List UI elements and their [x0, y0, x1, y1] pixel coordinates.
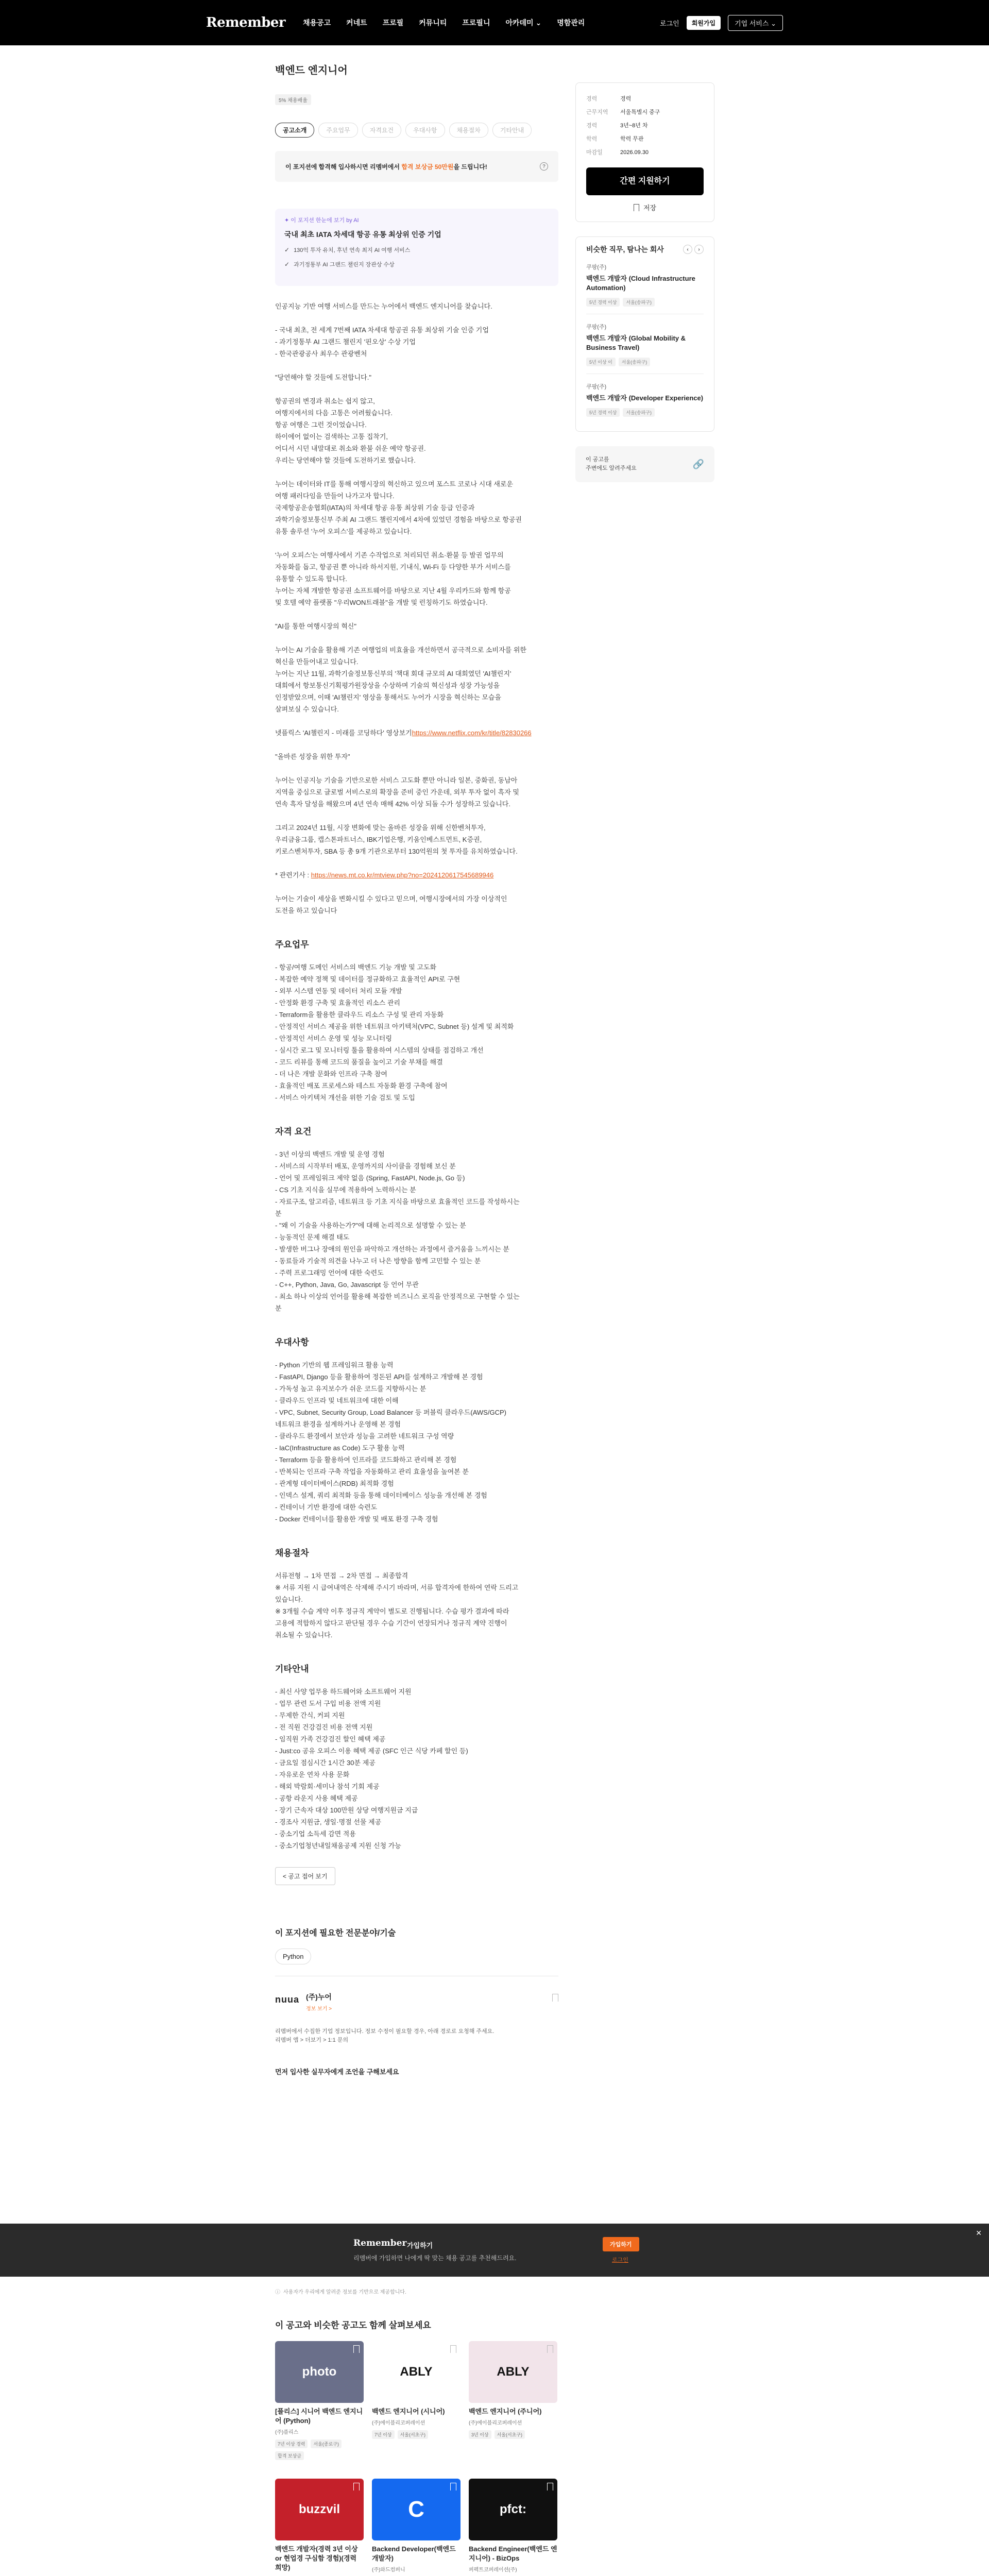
similar-job-item[interactable] [586, 314, 704, 374]
similar-jobs-header: 비슷한 직무, 탐나는 회사 ‹ › [586, 244, 704, 255]
bookmark-icon [634, 204, 639, 211]
advice-heading: 먼저 입사한 실무자에게 조언을 구해보세요 [275, 2068, 399, 2076]
tab-2[interactable]: 자격요건 [362, 123, 401, 138]
job-card-tags [469, 2430, 557, 2439]
help-icon[interactable]: ? [540, 162, 548, 171]
nav-right [660, 15, 783, 31]
text-line: - 능동적인 문제 해결 태도 [275, 1233, 350, 1241]
bookmark-icon[interactable] [353, 2483, 360, 2490]
company-card[interactable] [275, 1992, 558, 2012]
tag: 서울(송파구) [619, 358, 650, 366]
text-line: 지역을 중심으로 글로벌 서비스로의 확장을 준비 중인 가운데, 외부 투자 없이 흑자 및 [275, 788, 519, 796]
text-line: 키로스벤처투자, SBA 등 총 9개 기관으로부터 130억원의 첫 투자를 유치하였습니다. [275, 848, 518, 855]
rate-chip: 5% 채용배율 [275, 94, 311, 105]
etc-list [275, 1686, 558, 1852]
job-card-company: (주)와드컴퍼니 [372, 2567, 405, 2573]
text-line: - 중소기업 소득세 감면 적용 [275, 1830, 356, 1838]
ai-summary-tag: ✦ 이 포지션 한눈에 보기 by AI [284, 217, 359, 224]
text-line: - 중소기업청년내일채움공제 지원 신청 가능 [275, 1842, 401, 1850]
requirements-list [275, 1148, 558, 1314]
process-heading: 채용절차 [275, 1548, 309, 1558]
job-card-title: [플리스] 시니어 백엔드 엔지니어 (Python) [275, 2408, 363, 2425]
notice: ⓘ 사용자가 우리에게 알려준 정보를 기반으로 제공합니다. [275, 2287, 558, 2295]
text-line [275, 810, 558, 822]
tab-0[interactable]: 공고소개 [275, 123, 314, 138]
similar-job-company: 쿠팡(주) [586, 264, 607, 270]
text-line: - 한국관광공사 최우수 관광벤처 [275, 350, 367, 358]
job-tabs [275, 123, 558, 138]
info-row [586, 92, 704, 106]
text-line [275, 739, 558, 751]
job-card-thumbnail [469, 2479, 557, 2540]
similar-grid [275, 2341, 558, 2576]
text-line [275, 632, 558, 644]
job-card-thumbnail [372, 2479, 461, 2540]
info-label: 마감일 [586, 149, 603, 156]
text-line: - 임직원 가족 건강검진 할인 혜택 제공 [275, 1735, 386, 1743]
tab-3[interactable]: 우대사항 [405, 123, 445, 138]
etc-heading: 기타안내 [275, 1664, 309, 1674]
job-card-title: 백엔드 엔지니어 (주니어) [469, 2408, 542, 2415]
info-label: 학력 [586, 136, 598, 142]
similar-section [275, 2287, 558, 2576]
page-title: 백엔드 엔지니어 [275, 65, 348, 76]
text-line: 취소될 수 있습니다. [275, 1631, 333, 1639]
text-line: 있습니다. [275, 1596, 303, 1603]
job-card-tags [275, 2439, 364, 2460]
sparkle-icon: ✦ [284, 217, 291, 224]
text-line: - 안정적인 서비스 운영 및 성능 모니터링 [275, 1035, 392, 1042]
text-line: - 주력 프로그래밍 언어에 대한 숙련도 [275, 1269, 384, 1277]
text-line: 살펴보실 수 있습니다. [275, 705, 339, 713]
collapse-button[interactable]: < 공고 접어 보기 [275, 1867, 335, 1885]
job-card-thumbnail [372, 2341, 461, 2403]
text-line: "AI를 통한 여행시장의 혁신" [275, 622, 356, 630]
similar-job-item[interactable] [586, 255, 704, 314]
top-nav [0, 0, 989, 45]
company-name[interactable]: (주)누어 [306, 1993, 332, 2001]
text-line: - 경조사 지원금, 생일·명절 선물 제공 [275, 1818, 382, 1826]
text-line [275, 881, 558, 893]
text-line: 우리금융그룹, 캡스톤파트너스, IBK기업은행, 키움인베스트먼트, K증권, [275, 836, 482, 843]
company-info-link[interactable]: 정보 보기 > [306, 2006, 332, 2012]
overlay-logo: Remember [353, 2238, 407, 2248]
job-card-logo: ABLY [400, 2365, 433, 2379]
info-value: 경력 [620, 96, 632, 102]
skill-chip[interactable]: Python [275, 1948, 311, 1964]
text-line: 누어는 기술이 세상을 변화시킬 수 있다고 믿으며, 여행시장에서의 가장 이상적인 [275, 895, 507, 903]
text-line: - 최소 하나 이상의 언어를 활용해 복잡한 비즈니스 로직을 안정적으로 구현할 수 있는 [275, 1293, 520, 1300]
info-row [586, 132, 704, 146]
text-line: 연속 흑자 달성을 해왔으며 4년 연속 매해 42% 이상 되돌 수가 성장하고 있습니다. [275, 800, 510, 808]
text-line: - Terraform을 활용한 클라우드 리소스 구성 및 관리 자동화 [275, 1011, 444, 1019]
text-line: - VPC, Subnet, Security Group, Load Balancer 등 퍼블릭 클라우드(AWS/GCP) [275, 1409, 506, 1416]
text-line: 분 [275, 1210, 282, 1217]
chevron-left-icon[interactable]: ‹ [683, 245, 692, 254]
text-line: - Python 기반의 웹 프레임워크 활용 능력 [275, 1361, 394, 1369]
similar-job-title: 백엔드 개발자 (Cloud Infrastructure Automation) [586, 275, 695, 292]
text-line: - 외부 시스템 연동 및 데이터 처리 모듈 개발 [275, 987, 402, 995]
tag: 5년 경력 이상 [586, 298, 620, 307]
text-line: 그리고 2024년 11월, 시장 변화에 맞는 올바른 성장을 위해 신한벤처투자, [275, 824, 486, 832]
text-line: - 반복되는 인프라 구축 작업을 자동화하고 관리 효율성을 높여본 분 [275, 1468, 469, 1476]
text-line: 혁신을 만들어내고 있습니다. [275, 658, 359, 666]
text-line: - 공항 라운지 사용 혜택 제공 [275, 1794, 358, 1802]
similar-job-title: 백엔드 개발자 (Developer Experience) [586, 394, 704, 402]
text-line: - Terraform 등을 활용하여 인프라를 코드화하고 관리해 본 경험 [275, 1456, 457, 1464]
nav-menu [303, 18, 585, 28]
job-card[interactable] [275, 2341, 364, 2460]
text-line: - 장기 근속자 대상 100만원 상당 여행지원금 지급 [275, 1806, 418, 1814]
process-list [275, 1570, 558, 1641]
close-icon[interactable]: ✕ [976, 2229, 982, 2237]
bookmark-icon[interactable] [547, 2483, 553, 2490]
job-card[interactable] [469, 2479, 557, 2576]
text-line: - 관계형 데이터베이스(RDB) 최적화 경험 [275, 1480, 394, 1487]
job-card-title: Backend Engineer(백엔드 엔지니어) - BizOps [469, 2545, 557, 2562]
text-line: - 업무 관련 도서 구입 비용 전액 지원 [275, 1700, 381, 1707]
info-icon: ⓘ [275, 2290, 280, 2295]
job-card-logo: photo [302, 2365, 337, 2379]
job-card-title: Backend Developer(백엔드 개발자) [372, 2545, 456, 2562]
text-line: - 언어 및 프레임워크 제약 없음 (Spring, FastAPI, Node.js, Go 등) [275, 1174, 465, 1182]
text-line: 도전을 하고 있습니다 [275, 907, 337, 914]
job-card-thumbnail [275, 2479, 364, 2540]
job-card-company: (주)에이블리코퍼레이션 [469, 2420, 522, 2426]
reward-text: 이 포지션에 합격해 입사하시면 리멤버에서 합격 보상금 50만원을 드립니다! [285, 163, 487, 171]
tag: 5년 경력 이상 [586, 408, 620, 417]
similar-job-company: 쿠팡(주) [586, 384, 607, 390]
nav-item[interactable]: 프로필 [382, 19, 404, 27]
info-row [586, 106, 704, 119]
text-line: - C++, Python, Java, Go, Javascript 등 언어 무관 [275, 1281, 419, 1289]
ai-summary-item [284, 260, 549, 268]
job-card[interactable] [372, 2479, 461, 2576]
job-card-thumbnail [275, 2341, 364, 2403]
job-card-logo: buzzvil [298, 2502, 340, 2516]
tag: 합격 보상금 [275, 2451, 304, 2460]
text-line [275, 857, 558, 869]
text-line: - 안정적인 서비스 제공을 위한 네트워크 아키텍처(VPC, Subnet 등) 설계 및 최적화 [275, 1023, 514, 1030]
skills-heading: 이 포지션에 필요한 전문분야/기술 [275, 1929, 396, 1938]
ai-summary-text: 130억 투자 유치, 후년 연속 최지 AI 여행 서비스 [294, 247, 411, 253]
preferred-list [275, 1359, 558, 1525]
similar-job-tags [586, 358, 704, 366]
tag: 서울(서초구) [398, 2430, 428, 2439]
tag: 3년 이상 [469, 2430, 491, 2439]
job-card-company: (주)에이블리코퍼레이션 [372, 2420, 425, 2426]
text-line: 과학기술정보통신부 주최 AI 그랜드 챌린지에서 4차에 있었던 경험을 바탕으로 항공권 [275, 516, 522, 523]
tab-1[interactable]: 주요업무 [318, 123, 357, 138]
job-card-company: 퍼펙트코퍼레이션(주) [469, 2567, 517, 2573]
overlay-subtitle: 리멤버에 가입하면 나에게 딱 맞는 채용 공고를 추천해드려요. [353, 2255, 517, 2262]
text-line: 고용에 적합하지 않다고 판단될 경우 수습 기간이 연장되거나 정규직 계약 진행이 [275, 1619, 507, 1627]
chevron-right-icon[interactable]: › [694, 245, 704, 254]
similar-jobs-card [575, 236, 714, 432]
text-line: - 해외 박람회·세미나 참석 기회 제공 [275, 1783, 380, 1790]
job-card[interactable] [469, 2341, 557, 2460]
info-label: 근무지역 [586, 109, 608, 115]
duties-list [275, 961, 558, 1104]
text-line [275, 762, 558, 774]
info-label: 경력 [586, 96, 598, 102]
info-row [586, 119, 704, 132]
tag: 서울(송파구) [623, 298, 654, 307]
job-description [275, 300, 558, 917]
text-line: 여행지에서의 다음 고통은 어려웠습니다. [275, 409, 393, 417]
text-line: 분 [275, 1304, 282, 1312]
text-line: - IaC(Infrastructure as Code) 도구 활용 능력 [275, 1444, 405, 1452]
job-card-logo: ABLY [497, 2365, 530, 2379]
nav-item[interactable]: 채용공고 [303, 19, 331, 27]
text-line [275, 383, 558, 395]
job-card-title: 백엔드 엔지니어 (시니어) [372, 2408, 445, 2415]
text-line: - 효율적인 배포 프로세스와 테스트 자동화 환경 구축에 참여 [275, 1082, 448, 1090]
job-card[interactable] [275, 2479, 364, 2576]
text-line: - 동료들과 기술적 의견을 나누고 더 나은 방향을 함께 고민할 수 있는 분 [275, 1257, 481, 1265]
nav-item[interactable]: 프로필니 [462, 19, 490, 27]
text-line: - FastAPI, Django 등을 활용하여 정돈된 API를 설계하고 개발해 본 경험 [275, 1373, 483, 1381]
ai-summary-item [284, 246, 549, 254]
apply-card [575, 82, 714, 222]
netflix-link-line: 넷플릭스 'AI챌린지 - 미래를 코딩하다' 영상보기https://www.netflix.com/kr/title/82830266 [275, 729, 532, 737]
text-line: - 더 나은 개발 문화와 인프라 구축 참여 [275, 1070, 387, 1078]
text-line: - "왜 이 기술을 사용하는가?"에 대해 논리적으로 설명할 수 있는 분 [275, 1222, 466, 1229]
text-line: 여행 패러다임을 만들어 나가고자 합니다. [275, 492, 395, 500]
text-line: "당연해야 할 것들에 도전합니다." [275, 374, 371, 381]
job-card-tags [372, 2430, 461, 2439]
job-card-logo: pfct: [500, 2502, 526, 2516]
job-card[interactable] [372, 2341, 461, 2460]
bookmark-icon[interactable] [353, 2345, 360, 2353]
netflix-link[interactable]: https://www.netflix.com/kr/title/82830266 [412, 729, 532, 737]
reward-banner [275, 151, 558, 182]
text-line: - CS 기초 지식을 실무에 적용하여 노력하시는 분 [275, 1186, 416, 1194]
signup-button[interactable]: 회원가입 [687, 16, 721, 30]
text-line: 국제항공운송협회(IATA)의 차세대 항공 유통 최상위 기술 등급 인증과 [275, 504, 475, 512]
text-line: - 컨테이너 기반 환경에 대한 숙련도 [275, 1503, 378, 1511]
text-line: - Just:co 공유 오피스 이용 혜택 제공 (SFC 인근 식당 카페 할인 등) [275, 1747, 468, 1755]
bookmark-icon[interactable] [552, 1994, 558, 2002]
text-line: 네트워크 환경을 설계하거나 운영해 본 경험 [275, 1420, 401, 1428]
text-line: 항공권의 변경과 취소는 쉽지 않고, [275, 397, 375, 405]
info-value: 학력 무관 [620, 136, 644, 142]
text-line: 누어는 데이터와 IT를 통해 여행시장의 혁신하고 있으며 포스트 코로나 시대 새로운 [275, 480, 514, 488]
similar-job-tags [586, 408, 704, 417]
text-line: - 서비스의 시작부터 배포, 운영까지의 사이클을 경험해 보신 분 [275, 1162, 456, 1170]
bookmark-icon[interactable] [450, 2345, 456, 2353]
similar-job-tags [586, 298, 704, 307]
text-line: - 복잡한 예약 정책 및 데이터를 정규화하고 효율적인 API로 구현 [275, 975, 461, 983]
tag: 서울(종로구) [311, 2439, 341, 2448]
text-line: - 과기정통부 AI 그랜드 챌린지 '핀오상' 수상 기업 [275, 338, 416, 346]
tag: 7년 이상 [372, 2430, 395, 2439]
corp-service-button[interactable]: 기업 서비스 ⌄ [728, 15, 783, 31]
sidebar [575, 82, 714, 482]
tab-4[interactable]: 채용절차 [449, 123, 488, 138]
overlay-login-link[interactable]: 로그인 [612, 2257, 628, 2263]
text-line: 우리는 당연해야 할 것들에 도전하기로 했습니다. [275, 456, 416, 464]
preferred-heading: 우대사항 [275, 1337, 309, 1347]
text-line: 누어는 인공지능 기술을 기반으로한 서비스 고도화 뿐만 아니라 일본, 중화권, 동남아 [275, 776, 518, 784]
text-line: ※ 3개월 수습 계약 이후 정규직 계약이 별도로 진행됩니다. 수습 평가 결과에 따라 [275, 1607, 509, 1615]
apply-button[interactable]: 간편 지원하기 [586, 167, 704, 195]
text-line: - 클라우드 인프라 및 네트워크에 대한 이해 [275, 1397, 399, 1404]
similar-job-company: 쿠팡(주) [586, 324, 607, 330]
text-line: 항공 여행은 그런 것이었습니다. [275, 421, 367, 429]
news-link-line: * 관련기사 : https://news.mt.co.kr/mtview.php?no=2024120617545689946 [275, 871, 494, 879]
text-line: '누어 오피스'는 여행사에서 기존 수작업으로 처리되던 취소·환불 등 발권 업무의 [275, 551, 504, 559]
text-line: - 서비스 아키텍처 개선을 위한 기술 검토 및 도입 [275, 1094, 415, 1101]
login-link[interactable]: 로그인 [660, 19, 679, 27]
similar-job-title: 백엔드 개발자 (Global Mobility & Business Travel) [586, 334, 686, 351]
similar-job-item[interactable] [586, 374, 704, 424]
tab-5[interactable]: 기타안내 [492, 123, 532, 138]
text-line: 유통할 수 있도록 합니다. [275, 575, 348, 583]
text-line: - 인덱스 설계, 쿼리 최적화 등을 통해 데이터베이스 성능을 개선해 본 경험 [275, 1492, 487, 1499]
company-note: 리멤버에서 수집한 기업 정보입니다. 정보 수정이 필요할 경우, 아래 경로로 요청해 주세요. 리멤버 앱 > 더보기 > 1:1 문의 [275, 2028, 494, 2043]
requirements-heading: 자격 요건 [275, 1127, 312, 1137]
nav-item[interactable]: 아카데미 ⌄ [505, 19, 542, 27]
text-line: 어디서 시던 내말대로 취소와 환불 쉬운 예약 항공권. [275, 445, 426, 452]
remember-logo[interactable]: Remember [206, 15, 286, 30]
news-link[interactable]: https://news.mt.co.kr/mtview.php?no=2024120617545689946 [311, 871, 494, 879]
text-line: - 항공/여행 도메인 서비스의 백엔드 기능 개발 및 고도화 [275, 963, 437, 971]
info-value: 2026.09.30 [620, 149, 649, 156]
text-line: - 전 직원 건강검진 비용 전액 지원 [275, 1723, 373, 1731]
text-line: 누어는 AI 기술을 활용해 기존 여행업의 비효율을 개선하면서 공극적으로 소비자를 위한 [275, 646, 526, 654]
similar-heading: 이 공고와 비슷한 공고도 함께 살펴보세요 [275, 2320, 431, 2330]
text-line: - 금요일 점심시간 1시간 30분 제공 [275, 1759, 376, 1767]
ai-summary-title: 국내 최초 IATA 차세대 항공 유통 최상위 인증 기업 [284, 230, 441, 239]
text-line: - 실시간 로그 및 모니터링 툴을 활용하여 시스템의 상태를 점검하고 개선 [275, 1046, 484, 1054]
text-line: 유통 솔루션 '누어 오피스'를 제공하고 있습니다. [275, 528, 412, 535]
job-card-thumbnail [469, 2341, 557, 2403]
text-line: 대회에서 항보통신기획평가원장상을 수상하며 기술의 혁신성과 성장 가능성을 [275, 682, 500, 689]
job-card-title: 백엔드 개발자(경력 3년 이상 or 현업경 구심함 경험)(경력 희망) [275, 2545, 358, 2571]
text-line [275, 466, 558, 478]
text-line: - 3년 이상의 백엔드 개발 및 운영 경험 [275, 1150, 385, 1158]
bookmark-icon[interactable] [547, 2345, 553, 2353]
text-line [275, 715, 558, 727]
text-line: 자동화를 돕고, 항공권 뿐 아니라 하서지원, 기내식, Wi-Fi 등 다양한 부가 서비스를 [275, 563, 511, 571]
text-line: - 무제한 간식, 커피 지원 [275, 1711, 345, 1719]
info-value: 서울특별시 중구 [620, 109, 660, 115]
nav-item[interactable]: 커네트 [346, 19, 367, 27]
text-line: "올바른 성장을 위한 투자" [275, 753, 350, 760]
check-icon: ✓ [284, 261, 290, 268]
share-text: 이 공고를 주변에도 알려주세요 [586, 456, 637, 471]
text-line: - 국내 최초, 전 세계 7번째 IATA 차세대 항공권 유통 최상위 기술 인증 기업 [275, 326, 489, 334]
text-line: - 코드 리뷰를 통해 코드의 품질을 높이고 기술 부채를 해결 [275, 1058, 443, 1066]
signup-overlay [0, 2224, 989, 2277]
duties-heading: 주요업무 [275, 940, 309, 950]
text-line: 인공지능 기반 여행 서비스를 만드는 누어에서 백엔드 엔지니어를 찾습니다. [275, 302, 492, 310]
save-button[interactable]: 저장 [586, 202, 704, 212]
text-line: 및 호텔 예약 플랫폼 "우리WON트래블"을 개발 및 런칭하기도 하였습니다. [275, 599, 488, 606]
overlay-signup-button[interactable]: 가입하기 [603, 2237, 639, 2251]
text-line: ※ 서류 지원 시 급여내역은 삭제해 주시기 바라며, 서류 합격자에 한하여 연락 드리고 [275, 1584, 519, 1591]
text-line [275, 608, 558, 620]
info-row [586, 146, 704, 159]
tag: 7년 이상 경력 [275, 2439, 308, 2448]
text-line [275, 537, 558, 549]
share-card [575, 446, 714, 482]
text-line: 하이에어 없이는 검색하는 고통 집착기, [275, 433, 388, 440]
bookmark-icon[interactable] [450, 2483, 456, 2490]
job-card-logo: C [408, 2497, 424, 2522]
info-value: 3년~8년 차 [620, 123, 648, 129]
text-line: - 가독성 높고 유지보수가 쉬운 코드를 지향하시는 분 [275, 1385, 427, 1393]
text-line: 인정받았으며, 이때 'AI챌린지' 영상을 통해서도 누어가 시장을 혁신하는 모습을 [275, 693, 502, 701]
text-line: - Docker 컨테이너를 활용한 개발 및 배포 환경 구축 경험 [275, 1515, 438, 1523]
info-label: 경력 [586, 123, 598, 129]
ai-summary [275, 209, 558, 286]
text-line: - 자료구조, 알고리즘, 네트워크 등 기초 지식을 바탕으로 효율적인 코드를 작성하시는 [275, 1198, 520, 1206]
text-line: - 최신 사양 업무용 하드웨어와 소프트웨어 지원 [275, 1688, 412, 1696]
overlay-title: 가입하기 [407, 2242, 433, 2249]
nav-item[interactable]: 명함관리 [557, 19, 585, 27]
company-logo: nuua [275, 1994, 299, 2005]
job-card-company: (주)플리스 [275, 2430, 299, 2435]
text-line [275, 360, 558, 371]
ai-summary-text: 과기정통부 AI 그랜드 챌린지 장관상 수상 [294, 262, 395, 268]
text-line: 누어는 지난 11월, 과학기술정보통신부의 '책대 회대 규모의 AI 대회였던 'AI챌린지' [275, 670, 511, 677]
check-icon: ✓ [284, 246, 290, 253]
text-line: - 발생한 버그나 장애의 원인을 파악하고 개선하는 과정에서 즐거움을 느끼시는 분 [275, 1245, 509, 1253]
nav-item[interactable]: 커뮤니티 [419, 19, 447, 27]
text-line: 누어는 자체 개발한 항공권 소프트웨어를 바탕으로 지난 4월 우리카드와 함께 항공 [275, 587, 511, 595]
text-line: 서류전형 → 1차 면접 → 2차 면접 → 최종합격 [275, 1572, 408, 1580]
tag: 5년 이상 이 [586, 358, 616, 366]
text-line: - 자유로운 연차 사용 문화 [275, 1771, 350, 1778]
job-detail [275, 62, 558, 2076]
text-line [275, 312, 558, 324]
link-icon[interactable]: 🔗 [692, 459, 704, 469]
tag: 서울(송파구) [623, 408, 654, 417]
text-line: - 클라우드 환경에서 보안과 성능을 고려한 네트워크 구성 역량 [275, 1432, 454, 1440]
text-line: - 안정화 환경 구축 및 효율적인 리소스 관리 [275, 999, 401, 1007]
tag: 서울(서초구) [494, 2430, 525, 2439]
